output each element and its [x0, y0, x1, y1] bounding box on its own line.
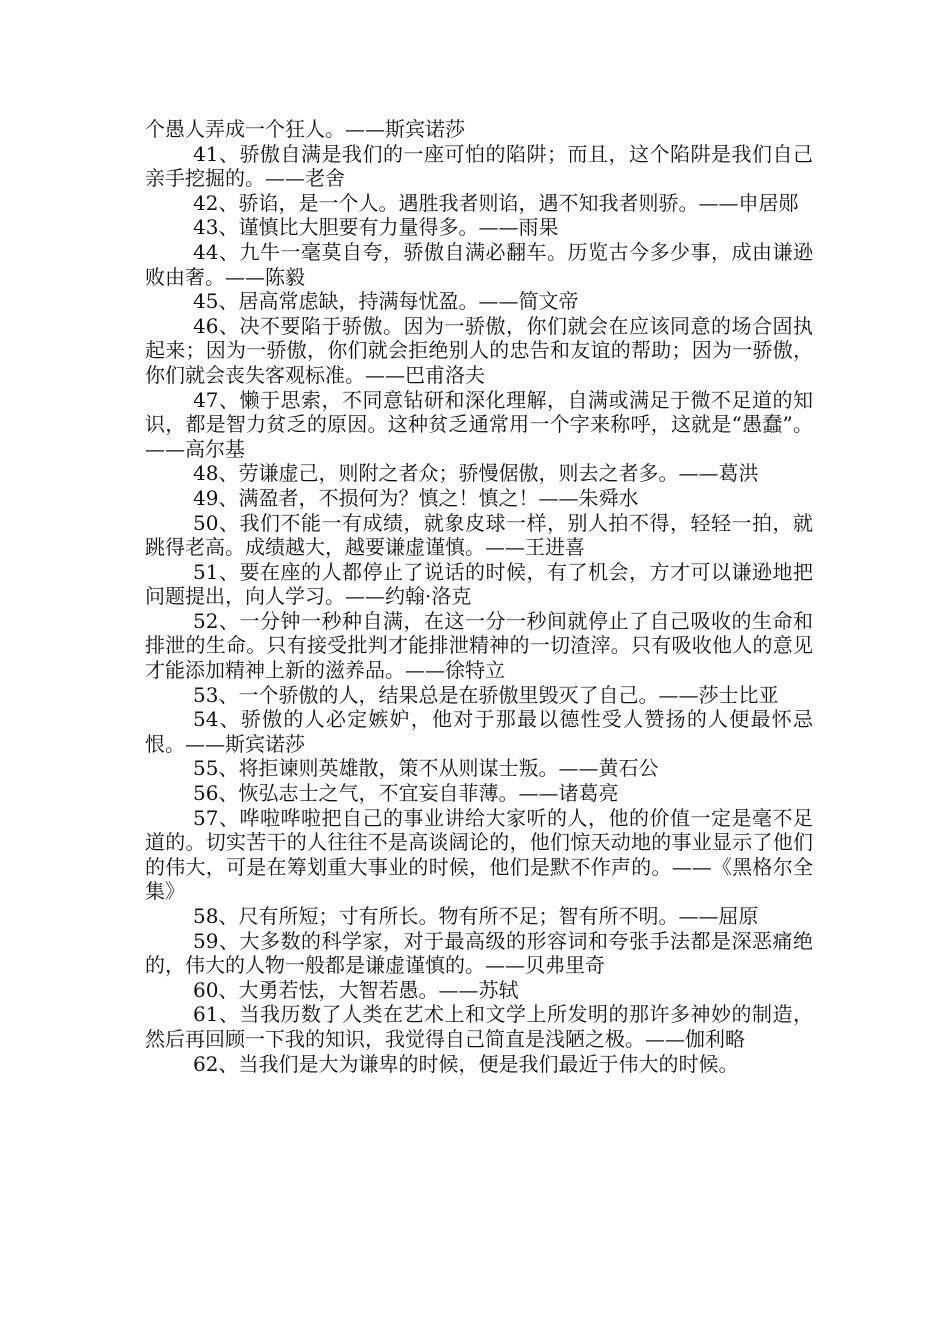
quote-52: 52、一分钟一秒种自满，在这一分一秒间就停止了自己吸收的生命和排泄的生命。只有接受批判才能排泄精神的一切渣滓。只有吸收他人的意见才能添加精神上新的滋养品。——徐特立 [145, 608, 813, 683]
quote-61: 61、当我历数了人类在艺术上和文学上所发明的那许多神妙的制造，然后再回顾一下我的知识，我觉得自己简直是浅陋之极。——伽利略 [145, 1002, 813, 1051]
quote-54: 54、骄傲的人必定嫉妒，他对于那最以德性受人赞扬的人便最怀忌恨。——斯宾诺莎 [145, 707, 813, 756]
quote-50: 50、我们不能一有成绩，就象皮球一样，别人拍不得，轻轻一拍，就跳得老高。成绩越大，越要谦虚谨慎。——王进喜 [145, 510, 813, 560]
quote-55: 55、将拒谏则英雄散，策不从则谋士叛。——黄石公 [193, 756, 659, 781]
quote-62: 62、当我们是大为谦卑的时候，便是我们最近于伟大的时候。 [193, 1051, 739, 1076]
quote-56: 56、恢弘志士之气，不宜妄自菲薄。——诸葛亮 [193, 781, 619, 806]
quote-45: 45、居高常虑缺，持满每忧盈。——简文帝 [193, 289, 579, 314]
quote-53: 53、一个骄傲的人，结果总是在骄傲里毁灭了自己。——莎士比亚 [193, 682, 779, 707]
quote-43: 43、谨慎比大胆要有力量得多。——雨果 [193, 215, 559, 240]
quote-48: 48、劳谦虚己，则附之者众；骄慢倨傲，则去之者多。——葛洪 [193, 461, 759, 486]
quote-42: 42、骄谄，是一个人。遇胜我者则谄，遇不知我者则骄。——申居郧 [193, 190, 799, 215]
quote-46: 46、决不要陷于骄傲。因为一骄傲，你们就会在应该同意的场合固执起来；因为一骄傲，你们就会拒绝别人的忠告和友谊的帮助；因为一骄傲，你们就会丧失客观标准。——巴甫洛夫 [145, 313, 813, 387]
quote-47: 47、懒于思索，不同意钻研和深化理解，自满或满足于微不足道的知识，都是智力贫乏的原因。这种贫乏通常用一个字来称呼，这就是“愚蠢”。——高尔基 [145, 387, 813, 461]
quote-44: 44、九牛一毫莫自夸，骄傲自满必翻车。历览古今多少事，成由谦逊败由奢。——陈毅 [145, 239, 813, 289]
quote-59: 59、大多数的科学家，对于最高级的形容词和夸张手法都是深恶痛绝的，伟大的人物一般都是谦虚谨慎的。——贝弗里奇 [145, 928, 813, 978]
quote-paragraph-continued: 个愚人弄成一个狂人。——斯宾诺莎 [145, 117, 465, 141]
quote-60: 60、大勇若怯，大智若愚。——苏轼 [193, 977, 519, 1002]
quote-51: 51、要在座的人都停止了说话的时候，有了机会，方才可以谦逊地把问题提出，向人学习。——约翰·洛克 [145, 559, 813, 609]
quote-49: 49、满盈者，不损何为？慎之！慎之！——朱舜水 [193, 485, 639, 510]
quote-list [145, 117, 813, 1076]
quote-41: 41、骄傲自满是我们的一座可怕的陷阱；而且，这个陷阱是我们自己亲手挖掘的。——老舍 [145, 141, 813, 191]
quote-57: 57、哗啦哗啦把自己的事业讲给大家听的人，他的价值一定是毫不足道的。切实苦干的人往往不是高谈阔论的，他们惊天动地的事业显示了他们的伟大，可是在筹划重大事业的时候，他们是默不作声的。——《黑格尔全集》 [145, 805, 813, 904]
quote-58: 58、尺有所短；寸有所长。物有所不足；智有所不明。——屈原 [193, 904, 759, 928]
